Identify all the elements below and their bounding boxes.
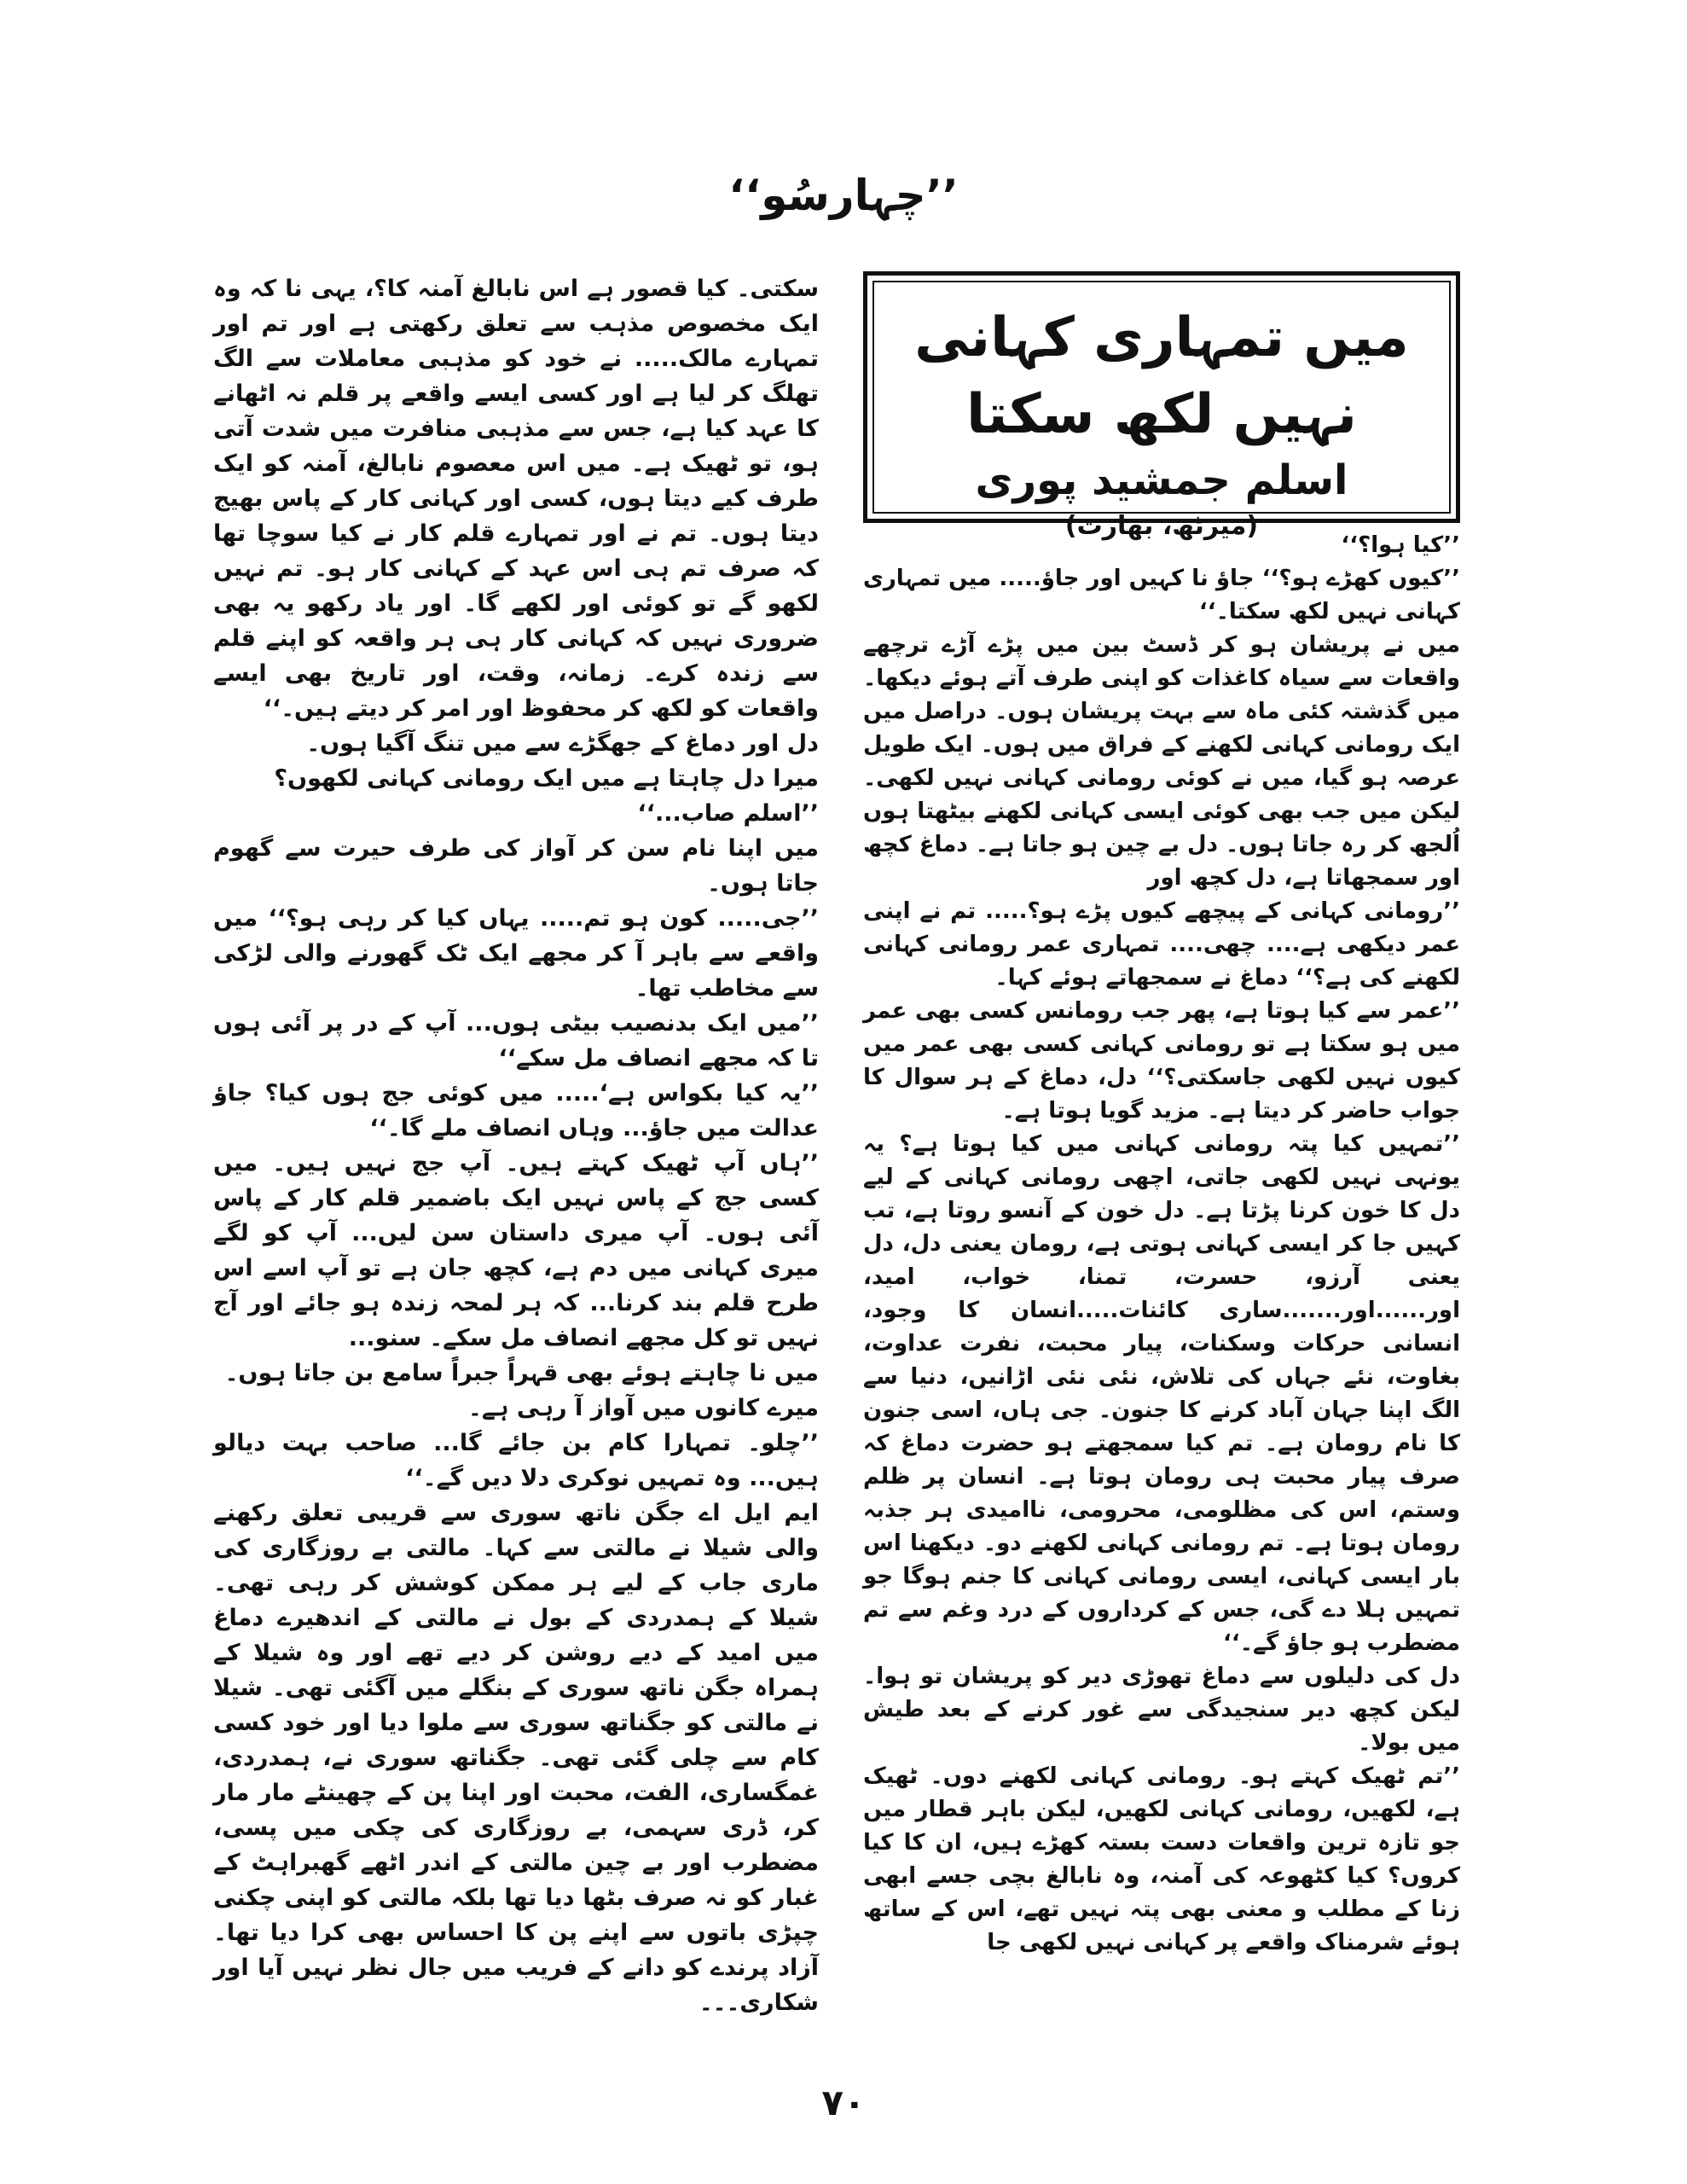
- paragraph: ’’میں ایک بدنصیب بیٹی ہوں... آپ کے در پر آئی ہوں تا کہ مجھے انصاف مل سکے‘‘: [213, 1010, 819, 1072]
- paragraph: میں اپنا نام سن کر آواز کی طرف حیرت سے گھوم جاتا ہوں۔: [213, 835, 819, 897]
- story-title: میں تمہاری کہانی نہیں لکھ سکتا: [914, 306, 1409, 446]
- paragraph: ’’عمر سے کیا ہوتا ہے، پھر جب رومانس کسی بھی عمر میں ہو سکتا ہے تو رومانی کہانی کسی بھی عمر میں کیوں نہیں لکھی جاسکتی؟‘‘ دل، دماغ کے ہر سوال کا جواب حاضر کر دیتا ہے۔ مزید گویا ہوتا ہے۔: [863, 998, 1460, 1124]
- paragraph: میرا دل چاہتا ہے میں ایک رومانی کہانی لکھوں؟: [274, 765, 819, 792]
- paragraph: ایم ایل اے جگن ناتھ سوری سے قریبی تعلق رکھنے والی شیلا نے مالتی سے کہا۔ مالتی بے روزگاری کی ماری جاب کے لیے ہر ممکن کوشش کر رہی تھی۔ شیلا کے ہمدردی کے بول نے مالتی کے اندھیرے دماغ میں امید کے دیے روشن کر دیے تھے اور وہ شیلا کے ہمراہ جگن ناتھ سوری کے بنگلے میں آگئی تھی۔ شیلا نے مالتی کو جگناتھ سوری سے ملوا دیا اور خود کسی کام سے چلی گئی تھی۔ جگناتھ سوری نے، ہمدردی، غمگساری، الفت، محبت اور اپنا پن کے چھینٹے مار مار کر، ڈری سہمی، بے روزگاری کی چکی میں پسی، مضطرب اور بے چین مالتی کے اندر اٹھے گھبراہٹ کے غبار کو نہ صرف بٹھا دیا تھا بلکہ مالتی کو اپنی چکنی چپڑی باتوں سے اپنے پن کا احساس بھی کرا دیا تھا۔ آزاد پرندے کو دانے کے فریب میں جال نظر نہیں آیا اور شکاری۔۔۔: [213, 1500, 819, 2016]
- author-name: اسلم جمشید پوری: [975, 456, 1348, 504]
- author-place: (میرٹھ، بھارت): [1064, 511, 1259, 541]
- paragraph: ’’رومانی کہانی کے پیچھے کیوں پڑے ہو؟..... تم نے اپنی عمر دیکھی ہے.... چھی.... تمہاری عمر رومانی کہانی لکھنے کی ہے؟‘‘ دماغ نے سمجھاتے ہوئے کہا۔: [863, 898, 1460, 990]
- title-box-inner: [872, 281, 1451, 541]
- paragraph: ’’چلو۔ تمہارا کام بن جائے گا... صاحب بہت دیالو ہیں... وہ تمہیں نوکری دلا دیں گے۔‘‘: [213, 1430, 819, 1491]
- paragraph: میرے کانوں میں آواز آ رہی ہے۔: [468, 1395, 819, 1421]
- paragraph: میں نا چاہتے ہوئے بھی قہراً جبراً سامع بن جاتا ہوں۔: [224, 1360, 819, 1386]
- paragraph: ’’کیوں کھڑے ہو؟‘‘ جاؤ نا کہیں اور جاؤ..... میں تمہاری کہانی نہیں لکھ سکتا۔‘‘: [863, 566, 1460, 624]
- page-number: ۷۰: [821, 2082, 866, 2123]
- paragraph: ’’تم ٹھیک کہتے ہو۔ رومانی کہانی لکھنے دوں۔ ٹھیک ہے، لکھیں، رومانی کہانی لکھیں، لیکن باہر قطار میں جو تازہ ترین واقعات دست بستہ کھڑے ہیں، ان کا کیا کروں؟ کیا کٹھوعہ کی آمنہ، وہ نابالغ بچی جسے ابھی زنا کے مطلب و معنی بھی پتہ نہیں تھے، اس کے ساتھ ہوئے شرمناک واقعے پر کہانی نہیں لکھی جا: [863, 1763, 1460, 1955]
- paragraph: میں نے پریشان ہو کر ڈسٹ بین میں پڑے آڑے ترچھے واقعات سے سیاہ کاغذات کو اپنی طرف آتے ہوئے دیکھا۔ میں گذشتہ کئی ماہ سے بہت پریشان ہوں۔ دراصل میں ایک رومانی کہانی لکھنے کے فراق میں ہوں۔ ایک طویل عرصہ ہو گیا، میں نے کوئی رومانی کہانی نہیں لکھی۔ لیکن میں جب بھی کوئی ایسی کہانی لکھنے بیٹھتا ہوں اُلجھ کر رہ جاتا ہوں۔ دل بے چین ہو جاتا ہے۔ دماغ کچھ اور سمجھاتا ہے، دل کچھ اور: [862, 632, 1460, 891]
- paragraph: دل اور دماغ کے جھگڑے سے میں تنگ آگیا ہوں۔: [306, 730, 819, 757]
- paragraph: ’’ہاں آپ ٹھیک کہتے ہیں۔ آپ جج نہیں ہیں۔ میں کسی جج کے پاس نہیں ایک باضمیر قلم کار کے پاس آئی ہوں۔ آپ میری داستان سن لیں... آپ کو لگے میری کہانی میں دم ہے، کچھ جان ہے تو آپ اسے اس طرح قلم بند کرنا... کہ ہر لمحہ زندہ ہو جائے اور آج نہیں تو کل مجھے انصاف مل سکے۔ سنو...: [213, 1150, 819, 1351]
- paragraph: ’’کیا ہوا؟‘‘: [1341, 532, 1460, 558]
- title-box: [863, 271, 1460, 541]
- paragraph: ’’یہ کیا بکواس ہے‘..... میں کوئی جج ہوں کیا؟ جاؤ عدالت میں جاؤ... وہاں انصاف ملے گا۔‘‘: [213, 1080, 819, 1141]
- right-column: [863, 529, 1460, 1960]
- paragraph: ’’تمہیں کیا پتہ رومانی کہانی میں کیا ہوتا ہے؟ یہ یونہی نہیں لکھی جاتی، اچھی رومانی کہانی کے لیے دل کا خون کرنا پڑتا ہے۔ دل خون کے آنسو روتا ہے، تب کہیں جا کر ایسی کہانی ہوتی ہے، رومان یعنی دل، دل یعنی آرزو، حسرت، تمنا، خواب، امید، اور......اور.......ساری کائنات.....انسان کا وجود، انسانی حرکات وسکنات، پیار محبت، نفرت عداوت، بغاوت، نئے جہاں کی تلاش، نئی نئی اڑانیں، دنیا سے الگ اپنا جہان آباد کرنے کا جنون۔ جی ہاں، اسی جنون کا نام رومان ہے۔ تم کیا سمجھتے ہو حضرت دماغ کہ صرف پیار محبت ہی رومان ہوتا ہے۔ انسان پر ظلم وستم، اس کی مظلومی، محرومی، ناامیدی ہر جذبہ رومان ہوتا ہے۔ تم رومانی کہانی لکھنے دو۔ دیکھنا اس بار ایسی کہانی، ایسی رومانی کہانی کا جنم ہوگا جو تمہیں ہلا دے گی، جس کے کرداروں کے درد وغم سے تم مضطرب ہو جاؤ گے۔‘‘: [863, 1131, 1460, 1656]
- magazine-header: ’’چہارسُو‘‘: [728, 171, 959, 220]
- paragraph: سکتی۔ کیا قصور ہے اس نابالغ آمنہ کا؟، یہی نا کہ وہ ایک مخصوص مذہب سے تعلق رکھتی ہے اور تم اور تمہارے مالک..... نے خود کو مذہبی معاملات سے الگ تھلگ کر لیا ہے اور کسی ایسے واقعے پر قلم نہ اٹھانے کا عہد کیا ہے، جس سے مذہبی منافرت میں شدت آتی ہو، تو ٹھیک ہے۔ میں اس معصوم نابالغ، آمنہ کو ایک طرف کیے دیتا ہوں، کسی اور کہانی کار کے پاس بھیج دیتا ہوں۔ تم نے اور تمہارے قلم کار نے کیا سوچا تھا کہ صرف تم ہی اس عہد کے کہانی کار ہو۔ تم نہیں لکھو گے تو کوئی اور لکھے گا۔ اور یاد رکھو یہ بھی ضروری نہیں کہ کہانی کار ہی ہر واقعہ کو اپنے قلم سے زندہ کرے۔ زمانہ، وقت، اور تاریخ بھی ایسے واقعات کو لکھ کر محفوظ اور امر کر دیتے ہیں۔‘‘: [213, 276, 820, 722]
- paragraph: ’’اسلم صاب...‘‘: [637, 800, 819, 827]
- paragraph: دل کی دلیلوں سے دماغ تھوڑی دیر کو پریشان تو ہوا۔ لیکن کچھ دیر سنجیدگی سے غور کرنے کے بعد طیش میں بولا۔: [863, 1664, 1460, 1756]
- left-column: [213, 271, 819, 2020]
- paragraph: ’’جی..... کون ہو تم..... یہاں کیا کر رہی ہو؟‘‘ میں واقعے سے باہر آ کر مجھے ایک ٹک گھورنے والی لڑکی سے مخاطب تھا۔: [213, 905, 819, 1002]
